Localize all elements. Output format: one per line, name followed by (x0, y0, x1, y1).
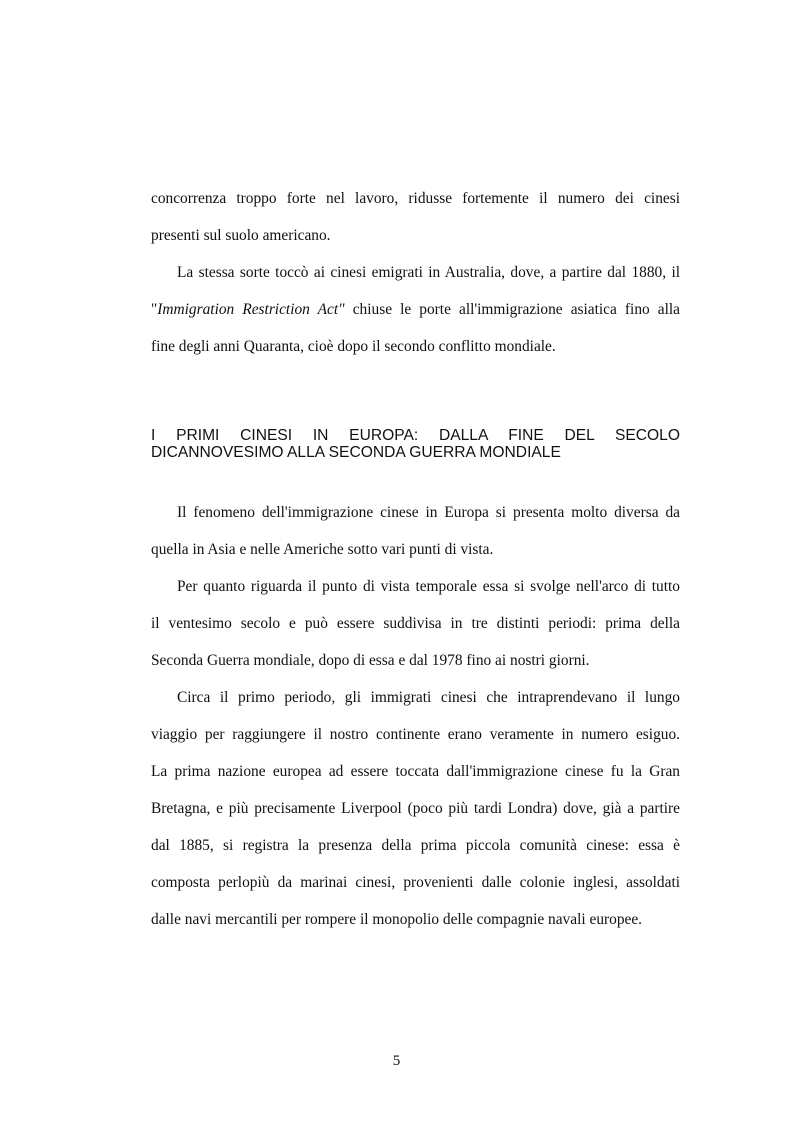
para1-line1: concorrenza troppo forte nel lavoro, ridusse fortemente il numero dei cinesi (151, 190, 680, 207)
para2-line3: fine degli anni Quaranta, cioè dopo il secondo conflitto mondiale. (151, 338, 556, 355)
para5-line3: La prima nazione europea ad essere toccata dall'immigrazione cinese fu la Gran (151, 763, 680, 780)
para2-line1: La stessa sorte toccò ai cinesi emigrati in Australia, dove, a partire dal 1880, il (177, 264, 680, 281)
para5-line6: composta perlopiù da marinai cinesi, provenienti dalle colonie inglesi, assoldati (151, 874, 680, 891)
para5-line4: Bretagna, e più precisamente Liverpool (poco più tardi Londra) dove, già a partire (151, 800, 680, 817)
para3-line1: Il fenomeno dell'immigrazione cinese in Europa si presenta molto diversa da (177, 504, 680, 521)
para2-line2 (151, 301, 680, 319)
open-quote: " (151, 301, 158, 318)
para5-line1: Circa il primo periodo, gli immigrati cinesi che intraprendevano il lungo (177, 689, 680, 706)
para4-line1: Per quanto riguarda il punto di vista temporale essa si svolge nell'arco di tutto (177, 578, 680, 595)
para5-line7: dalle navi mercantili per rompere il monopolio delle compagnie navali europee. (151, 911, 643, 928)
para5-line5: dal 1885, si registra la presenza della prima piccola comunità cinese: essa è (151, 837, 680, 854)
para5-line2: viaggio per raggiungere il nostro continente erano veramente in numero esiguo. (151, 726, 680, 743)
page-number: 5 (392, 1053, 401, 1069)
section-heading-line2: DICANNOVESIMO ALLA SECONDA GUERRA MONDIALE (151, 444, 561, 461)
para3-line2: quella in Asia e nelle Americhe sotto vari punti di vista. (151, 541, 494, 558)
act-title: Immigration Restriction Act" (157, 301, 345, 318)
para4-line3: Seconda Guerra mondiale, dopo di essa e dal 1978 fino ai nostri giorni. (151, 652, 590, 669)
para2-line2-rest: chiuse le porte all'immigrazione asiatica fino alla (344, 301, 680, 318)
para4-line2: il ventesimo secolo e può essere suddivisa in tre distinti periodi: prima della (151, 615, 680, 632)
section-heading-line1: I PRIMI CINESI IN EUROPA: DALLA FINE DEL SECOLO (151, 427, 680, 444)
para1-line2: presenti sul suolo americano. (151, 227, 331, 244)
